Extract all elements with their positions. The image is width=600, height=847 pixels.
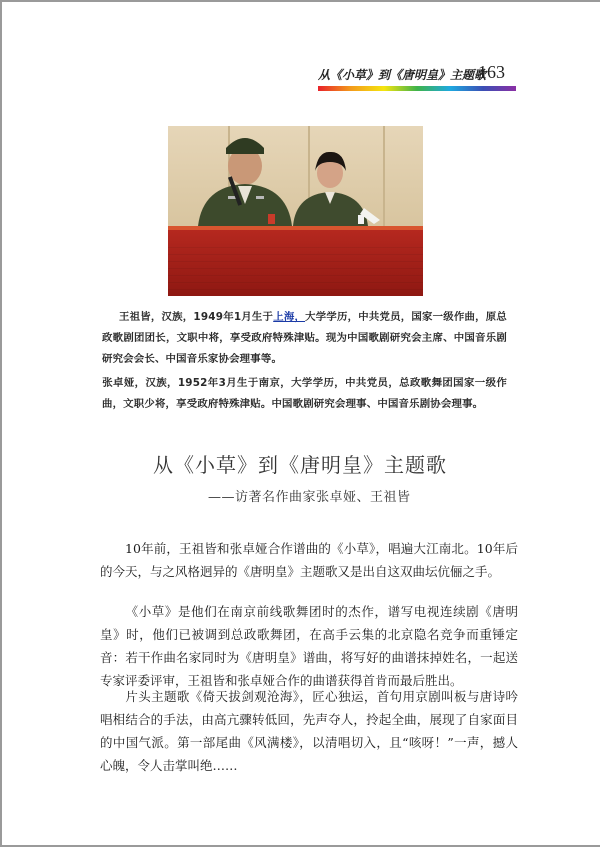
caption-1-text-b: 大学学历，中共党员，国家一级作曲，原总政歌剧团团长，文职中将，享受政府特殊津贴。现为中国歌剧研究会主席、中国音乐剧研究会会长、中国音乐家协会理事等。 [102,311,507,365]
running-header-title: 从《小草》到《唐明皇》主题歌 [318,68,487,82]
page-border-left [0,0,2,847]
paragraph-1-text: 10年前，王祖皆和张卓娅合作谱曲的《小草》，唱遍大江南北。10年后的今天，与之风格迥异的《唐明皇》主题歌又是出自这双曲坛伉俪之手。 [100,541,518,579]
paragraph-3 [100,685,518,777]
rainbow-rule [318,86,516,91]
caption-zhang-zhuoya [102,373,507,415]
page-border-top [0,0,600,2]
page-number: 163 [478,62,505,82]
article-title: 从《小草》到《唐明皇》主题歌 [153,453,447,477]
shanghai-link[interactable]: 上海， [273,311,306,323]
caption-2-text: 张卓娅，汉族，1952年3月生于南京，大学学历，中共党员，总政歌舞团国家一级作曲，文职少将，享受政府特殊津贴。中国歌剧研究会理事、中国音乐剧协会理事。 [102,377,507,410]
paragraph-2-text: 《小草》是他们在南京前线歌舞团时的杰作，谱写电视连续剧《唐明皇》时，他们已被调到总政歌舞团，在高手云集的北京隐名竞争而重锤定音：若干作曲名家同时为《唐明皇》谱曲，将写好的曲谱抹掉姓名，一起送专家评委评审，王祖皆和张卓娅合作的曲谱获得首肯而最后胜出。 [100,604,518,688]
paragraph-1 [100,537,518,583]
caption-1-text-a: 王祖皆，汉族，1949年1月生于 [119,311,274,323]
caption-wang-zujie [102,307,507,370]
paragraph-3-text: 片头主题歌《倚天拔剑观沧海》，匠心独运，首句用京剧叫板与唐诗吟唱相结合的手法，由高亢骤转低回，先声夺人，拎起全曲，展现了自家面目的中国气派。第一部尾曲《风满楼》，以清唱切入，且“咳呀！”一声，撼人心魄，令人击掌叫绝…… [100,689,518,773]
running-header [318,62,518,86]
photo-two-officers-at-table [168,126,423,296]
article-subtitle: ——访著名作曲家张卓娅、王祖皆 [208,490,411,505]
paragraph-2 [100,600,518,692]
